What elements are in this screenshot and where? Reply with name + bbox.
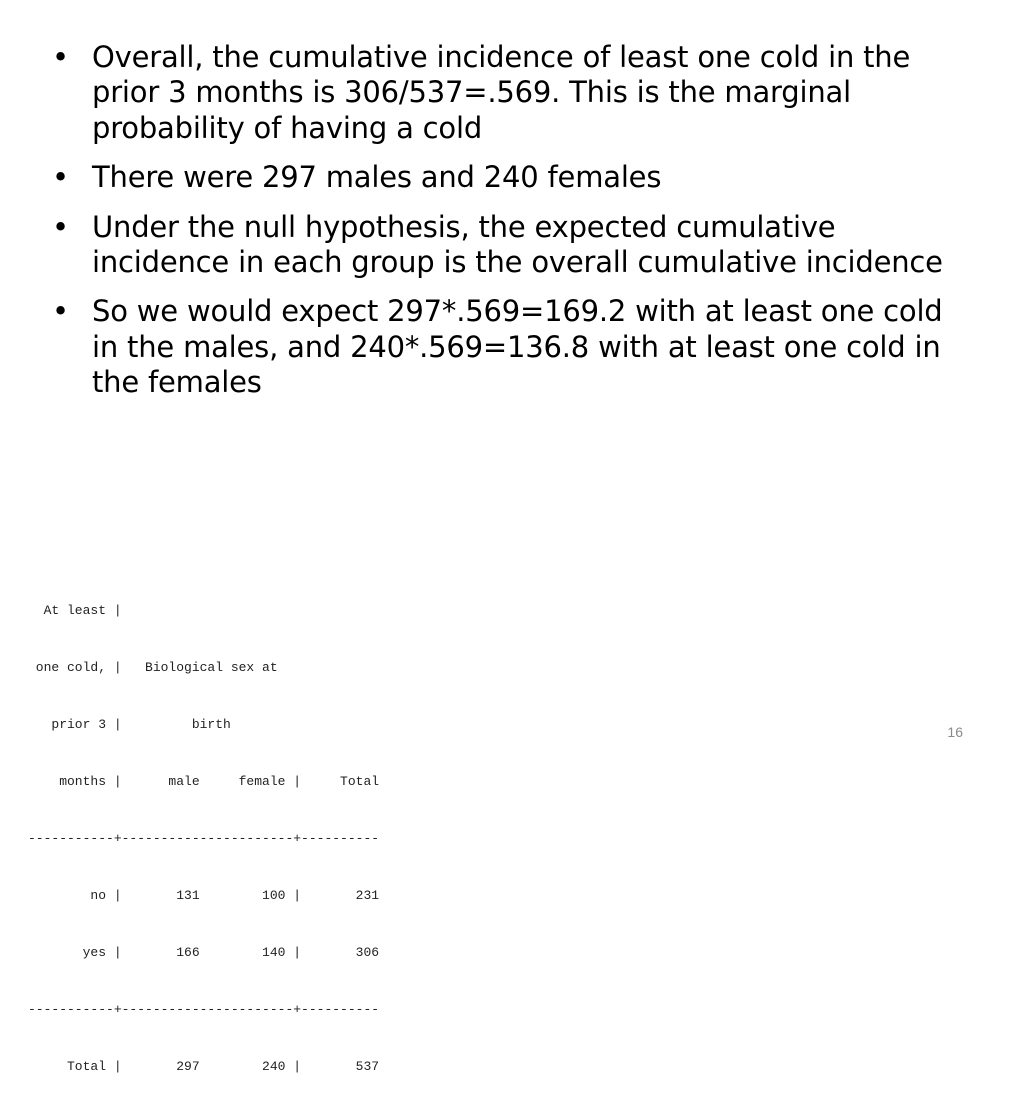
bullet-text: So we would expect 297*.569=169.2 with at least one cold in the males, and 240*.569=136.8 with at least one cold in the females [92, 294, 943, 399]
table-header-line: At least | [28, 603, 122, 618]
table-row: no | 131 100 | 231 [28, 888, 380, 903]
bullet-text: There were 297 males and 240 females [92, 160, 662, 195]
bullet-marker: • [52, 209, 69, 244]
crosstab-table [28, 563, 379, 1114]
bullet-item [52, 40, 972, 146]
bullet-text: Under the null hypothesis, the expected cumulative incidence in each group is the overall cumulative incidence [92, 209, 943, 279]
bullet-marker: • [52, 40, 69, 74]
bullet-marker: • [52, 160, 69, 195]
bullet-item [52, 210, 972, 281]
table-total-row: Total | 297 240 | 537 [28, 1059, 380, 1074]
table-divider: -----------+----------------------+---------- [28, 1002, 380, 1017]
bullet-item [52, 160, 972, 195]
table-divider: -----------+----------------------+---------- [28, 831, 380, 846]
table-header-line: one cold, | Biological sex at [28, 660, 278, 675]
bullet-item [52, 294, 972, 400]
table-column-headers: months | male female | Total [28, 774, 380, 789]
bullet-marker: • [52, 294, 69, 329]
bullet-text: Overall, the cumulative incidence of least one cold in the prior 3 months is 306/537=.569. This is the marginal probability of having a cold [92, 40, 911, 145]
table-header-line: prior 3 | birth [28, 717, 231, 732]
bullet-list [52, 40, 972, 414]
table-row: yes | 166 140 | 306 [28, 945, 380, 960]
page-number: 16 [947, 724, 963, 740]
